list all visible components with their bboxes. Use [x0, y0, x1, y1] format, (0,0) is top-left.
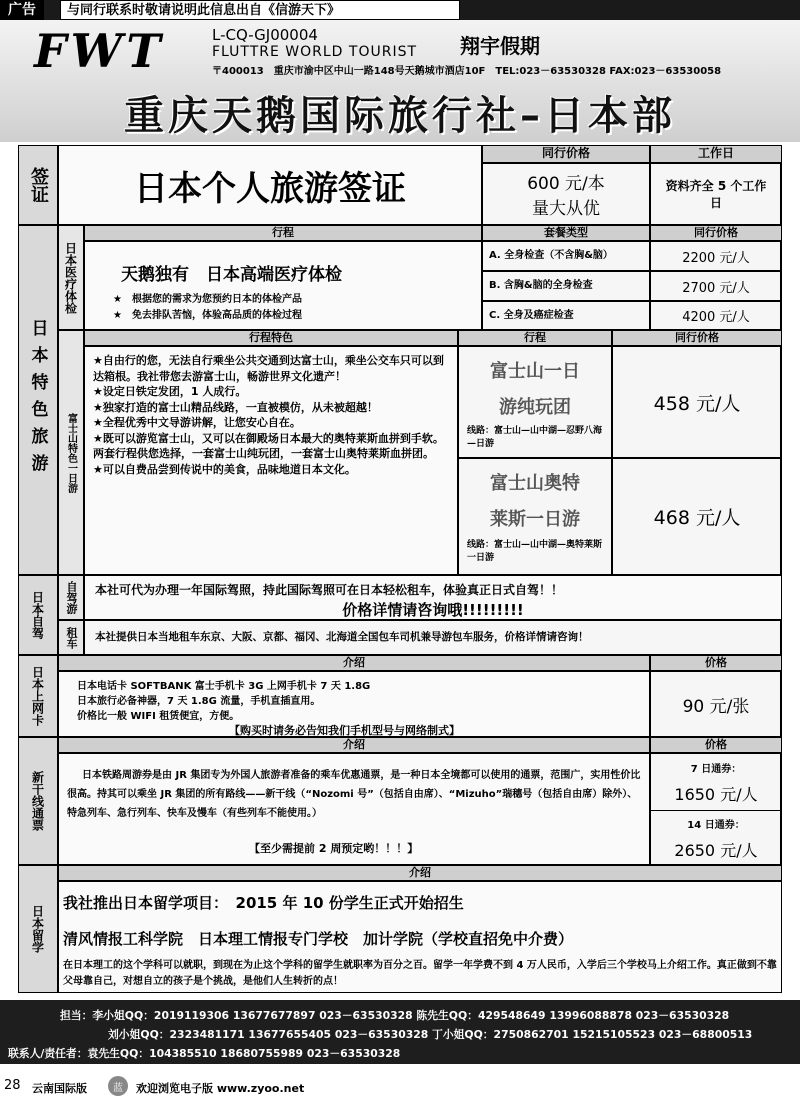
drive-line-1: 本社可代为办理一年国际驾照，持此国际驾照可在日本轻松租车，体验真正日式自驾！！	[95, 583, 564, 597]
sim-body	[58, 671, 650, 737]
study-line-2: 清风情报工科学院 日本理工情报专门学校 加计学院（学校直招免中介费）	[63, 930, 574, 948]
medical-bullet-1: ★ 根据您的需求为您预约日本的体检产品	[113, 294, 302, 305]
drive-sub-selfdrive: 自驾游	[58, 575, 84, 620]
sim-desc-2: 日本旅行必备神器，7 天 1.8G 流量，手机直插直用。	[77, 696, 321, 707]
medical-package-a: A. 全身检查（不含胸&脑）	[482, 241, 650, 271]
footer-section: 云南国际版	[32, 1082, 87, 1095]
drive-line-2: 价格详情请咨询哦!!!!!!!!!	[342, 601, 524, 619]
sim-price-header: 价格	[650, 655, 782, 671]
study-intro-header: 介绍	[58, 865, 782, 881]
visa-work-header: 工作日	[650, 145, 782, 163]
rail-body	[58, 753, 650, 865]
study-side-label: 日本留学	[18, 865, 58, 993]
source-notice: 与同行联系时敬请说明此信息出自《信游天下》	[60, 0, 460, 20]
company-address: 〒400013 重庆市渝中区中山一路148号天鹅城市酒店10F TEL:023－63530328 FAX:023－63530058	[212, 66, 722, 77]
medical-body	[84, 241, 482, 330]
top-banner	[0, 0, 800, 20]
medical-side-label: 日本医疗体检	[58, 225, 84, 330]
fuji-tour-2-line1: 富士山奥特	[490, 473, 580, 494]
study-line-1: 我社推出日本留学项目： 2015 年 10 份学生正式开始招生	[63, 894, 464, 912]
rail-prices	[650, 753, 782, 865]
rail-intro-header: 介绍	[58, 737, 650, 753]
fuji-tour-1-line1: 富士山一日	[490, 361, 580, 382]
rail-7day-price: 1650 元/人	[674, 785, 758, 804]
sim-desc-4: 【购买时请务必告知我们手机型号与网络制式】	[229, 724, 460, 737]
company-english: FLUTTRE WORLD TOURIST	[212, 44, 418, 60]
medical-route-header: 行程	[84, 225, 482, 241]
visa-name: 日本个人旅游签证	[58, 145, 482, 225]
fuji-features: ★自由行的您，无法自行乘坐公共交通到达富士山，乘坐公交车只可以到达箱根。我社带您去游富士山，畅游世界文化遗产！ ★设定日铁定发团，1 人成行。 ★独家打造的富士山精品线路，一直被模仿，从未被超越！ ★全程优秀中文导游讲解，让您安心自在。 ★既可以游览富士山，又可以在御殿场日本最大的奥特莱斯血拼到手软。两套行程供您选择，一套富士山纯玩团，一套富士山奥特莱斯血拼团。 ★可以自费品尝到传说中的美食，品味地道日本文化。	[84, 346, 458, 575]
fuji-tour-1-route: 线路：富士山—山中湖—忍野八海—日游	[467, 426, 603, 449]
rail-7day-label: 7 日通券：	[690, 764, 742, 775]
ad-label: 广告	[0, 0, 44, 20]
visa-workdays: 资料齐全 5 个工作日	[650, 163, 782, 225]
contacts-row-2: 刘小姐QQ：2323481171 13677655405 023－63530328 丁小姐QQ：2750862701 15215105523 023－68800513	[108, 1028, 753, 1041]
drive-sub-rental: 租车	[58, 620, 84, 655]
license-number: L-CQ-GJ00004	[212, 26, 318, 44]
drive-side-label: 日本自驾	[18, 575, 58, 655]
fuji-tour-2	[458, 458, 612, 575]
contacts-bar	[0, 1000, 800, 1064]
fuji-tour-1	[458, 346, 612, 458]
medical-package-b: B. 含胸&脑的全身检查	[482, 271, 650, 301]
sim-desc-1: 日本电话卡 SOFTBANK 富士手机卡 3G 上网手机卡 7 天 1.8G	[77, 681, 371, 692]
sim-intro-header: 介绍	[58, 655, 650, 671]
fuji-tour-2-price: 468 元/人	[612, 458, 782, 575]
fuji-tour-2-line2: 莱斯一日游	[490, 509, 580, 530]
medical-price-a: 2200 元/人	[650, 241, 782, 271]
medical-price-b: 2700 元/人	[650, 271, 782, 301]
medical-price-c: 4200 元/人	[650, 301, 782, 330]
rail-price-header: 价格	[650, 737, 782, 753]
fuji-tour-1-price: 458 元/人	[612, 346, 782, 458]
footer	[0, 1066, 800, 1100]
medical-package-c: C. 全身及癌症检查	[482, 301, 650, 330]
page-title: 重庆天鹅国际旅行社–日本部	[124, 93, 676, 139]
rail-14day-price: 2650 元/人	[674, 841, 758, 860]
fuji-route-header: 行程	[458, 330, 612, 346]
study-body	[58, 881, 782, 993]
contacts-row-1: 担当：李小姐QQ：2019119306 13677677897 023－63530328 陈先生QQ：429548649 13996088878 023－63530328	[60, 1009, 730, 1022]
drive-info	[84, 575, 782, 620]
fuji-side-label: 富士山特色一日游	[58, 330, 84, 575]
medical-title: 天鹅独有 日本高端医疗体检	[121, 265, 342, 285]
medical-price-header: 同行价格	[650, 225, 782, 241]
drive-rental-info: 本社提供日本当地租车东京、大阪、京都、福冈、北海道全国包车司机兼导游包车服务，价格详情请咨询！	[84, 620, 782, 655]
footer-site-link[interactable]: 欢迎浏览电子版 www.zyoo.net	[136, 1082, 305, 1095]
rail-14day-label: 14 日通券：	[687, 820, 745, 831]
visa-price-text: 600 元/本	[527, 174, 605, 194]
visa-price-header: 同行价格	[482, 145, 650, 163]
sim-side-label: 日本上网卡	[18, 655, 58, 737]
visa-price	[482, 163, 650, 225]
sim-price: 90 元/张	[650, 671, 782, 737]
medical-type-header: 套餐类型	[482, 225, 650, 241]
rail-note: 【至少需提前 2 周预定哟！！！】	[249, 842, 419, 855]
fuji-tour-2-route: 线路：富士山—山中湖—奥特莱斯一日游	[467, 540, 603, 563]
visa-side-label: 签证	[18, 145, 58, 225]
medical-bullet-2: ★ 免去排队苦恼，体验高品质的体检过程	[113, 310, 302, 321]
visa-price-note: 量大从优	[532, 199, 600, 219]
footer-badge: 蓝	[108, 1076, 128, 1096]
header	[0, 20, 800, 142]
brand-name: 翔宇假期	[460, 34, 540, 58]
fuji-tour-1-line2: 游纯玩团	[499, 397, 571, 418]
rail-side-label: 新干线通票	[18, 737, 58, 865]
page-number: 28	[4, 1078, 21, 1093]
rail-description: 日本铁路周游券是由 JR 集团专为外国人旅游者准备的乘车优惠通票，是一种日本全境都可以使用的通票，范围广，实用性价比很高。持其可以乘坐 JR 集团的所有路线——新干线（“Nozomi 号”（包括自由席）、“Mizuho”瑞穗号（包括自由席）除外）、特急列车、急行列车、快车及慢车（有些列车不能使用。）	[67, 770, 641, 819]
contacts-row-3: 联系人/责任者：袁先生QQ：104385510 18680755989 023－63530328	[8, 1047, 401, 1060]
logo: FWT	[34, 24, 165, 78]
fuji-feature-header: 行程特色	[84, 330, 458, 346]
fuji-price-header: 同行价格	[612, 330, 782, 346]
sim-desc-3: 价格比一般 WIFI 租赁便宜，方便。	[77, 711, 240, 722]
study-line-3: 在日本理工的这个学科可以就职，到现在为止这个学科的留学生就职率为百分之百。留学一年学费不到 4 万人民币，入学后三个学校马上介绍工作。真正做到不靠父母靠自己，对想自立的孩子是个挑战，是他们人生转折的点！	[63, 960, 777, 987]
feature-side-label: 日本特色旅游	[18, 225, 58, 575]
